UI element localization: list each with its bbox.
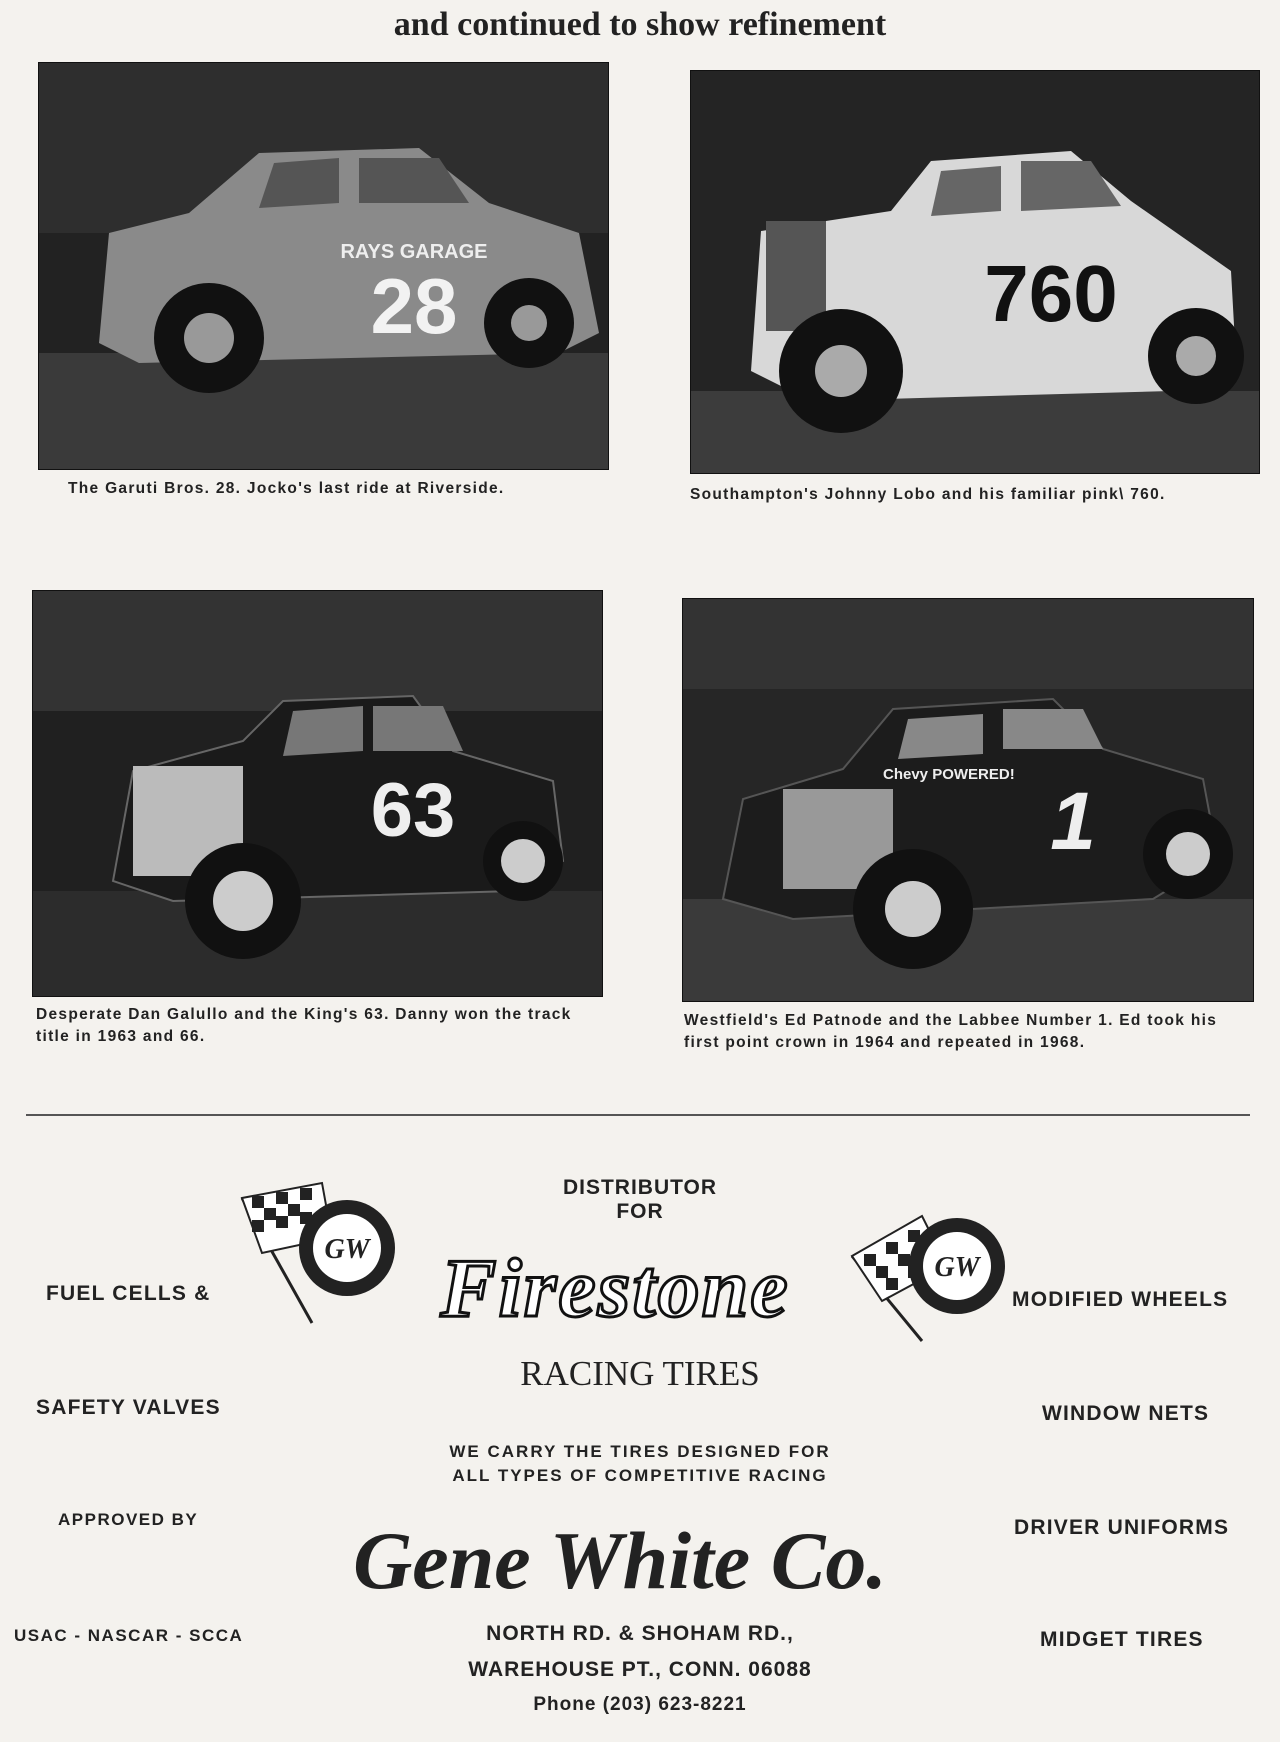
car-28-sign: RAYS GARAGE — [340, 241, 488, 263]
car-63-number: 63 — [370, 768, 456, 853]
section-divider — [26, 1114, 1250, 1116]
car-1-sign: Chevy POWERED! — [883, 766, 1015, 783]
carry-line1: WE CARRY THE TIRES DESIGNED FOR — [449, 1442, 831, 1461]
caption-car-1: Westfield's Ed Patnode and the Labbee Number 1. Ed took his first point crown in 1964 and repeated in 1968. — [684, 1012, 1218, 1051]
page-header: and continued to show refinement — [393, 6, 887, 43]
car-1-image — [683, 599, 1253, 1001]
car-28-image — [39, 63, 608, 469]
emblem-left: GW — [324, 1234, 370, 1265]
racing-tires-heading: RACING TIRES — [520, 1354, 760, 1393]
photo-car-760 — [690, 70, 1260, 474]
car-1-number: 1 — [1050, 776, 1096, 867]
emblem-right: GW — [934, 1252, 980, 1283]
sanctions-text: USAC - NASCAR - SCCA — [14, 1626, 244, 1645]
caption-car-63: Desperate Dan Galullo and the King's 63. Danny won the track title in 1963 and 66. — [36, 1006, 572, 1045]
right-item-window-nets: WINDOW NETS — [1042, 1402, 1210, 1425]
right-item-midget-tires: MIDGET TIRES — [1040, 1628, 1204, 1651]
phone-number: Phone (203) 623-8221 — [533, 1694, 747, 1715]
checkered-flag-left-icon — [232, 1178, 402, 1328]
approved-by-label: APPROVED BY — [58, 1510, 199, 1529]
right-item-modified-wheels: MODIFIED WHEELS — [1012, 1288, 1229, 1311]
caption-car-28: The Garuti Bros. 28. Jocko's last ride at Riverside. — [68, 480, 505, 497]
car-28-number: 28 — [370, 262, 458, 350]
distributor-line1: DISTRIBUTOR — [562, 1176, 718, 1199]
car-760-number: 760 — [984, 249, 1118, 338]
address-line2: WAREHOUSE PT., CONN. 06088 — [468, 1658, 812, 1681]
distributor-line2: FOR — [616, 1200, 664, 1223]
car-760-image — [691, 71, 1259, 473]
right-item-driver-uniforms: DRIVER UNIFORMS — [1014, 1516, 1230, 1539]
car-63-image — [33, 591, 602, 996]
left-item-safety-valves: SAFETY VALVES — [36, 1396, 221, 1419]
company-logo: Gene White Co. — [353, 1515, 887, 1606]
firestone-logo: Firestone — [440, 1242, 790, 1335]
checkered-flag-right-icon — [842, 1196, 1012, 1346]
photo-car-28 — [38, 62, 609, 470]
address-line1: NORTH RD. & SHOHAM RD., — [486, 1622, 794, 1645]
photo-car-1 — [682, 598, 1254, 1002]
caption-car-760: Southampton's Johnny Lobo and his familiar pink\ 760. — [690, 486, 1166, 503]
carry-line2: ALL TYPES OF COMPETITIVE RACING — [452, 1466, 828, 1485]
photo-car-63 — [32, 590, 603, 997]
left-item-fuel-cells: FUEL CELLS & — [46, 1282, 211, 1305]
